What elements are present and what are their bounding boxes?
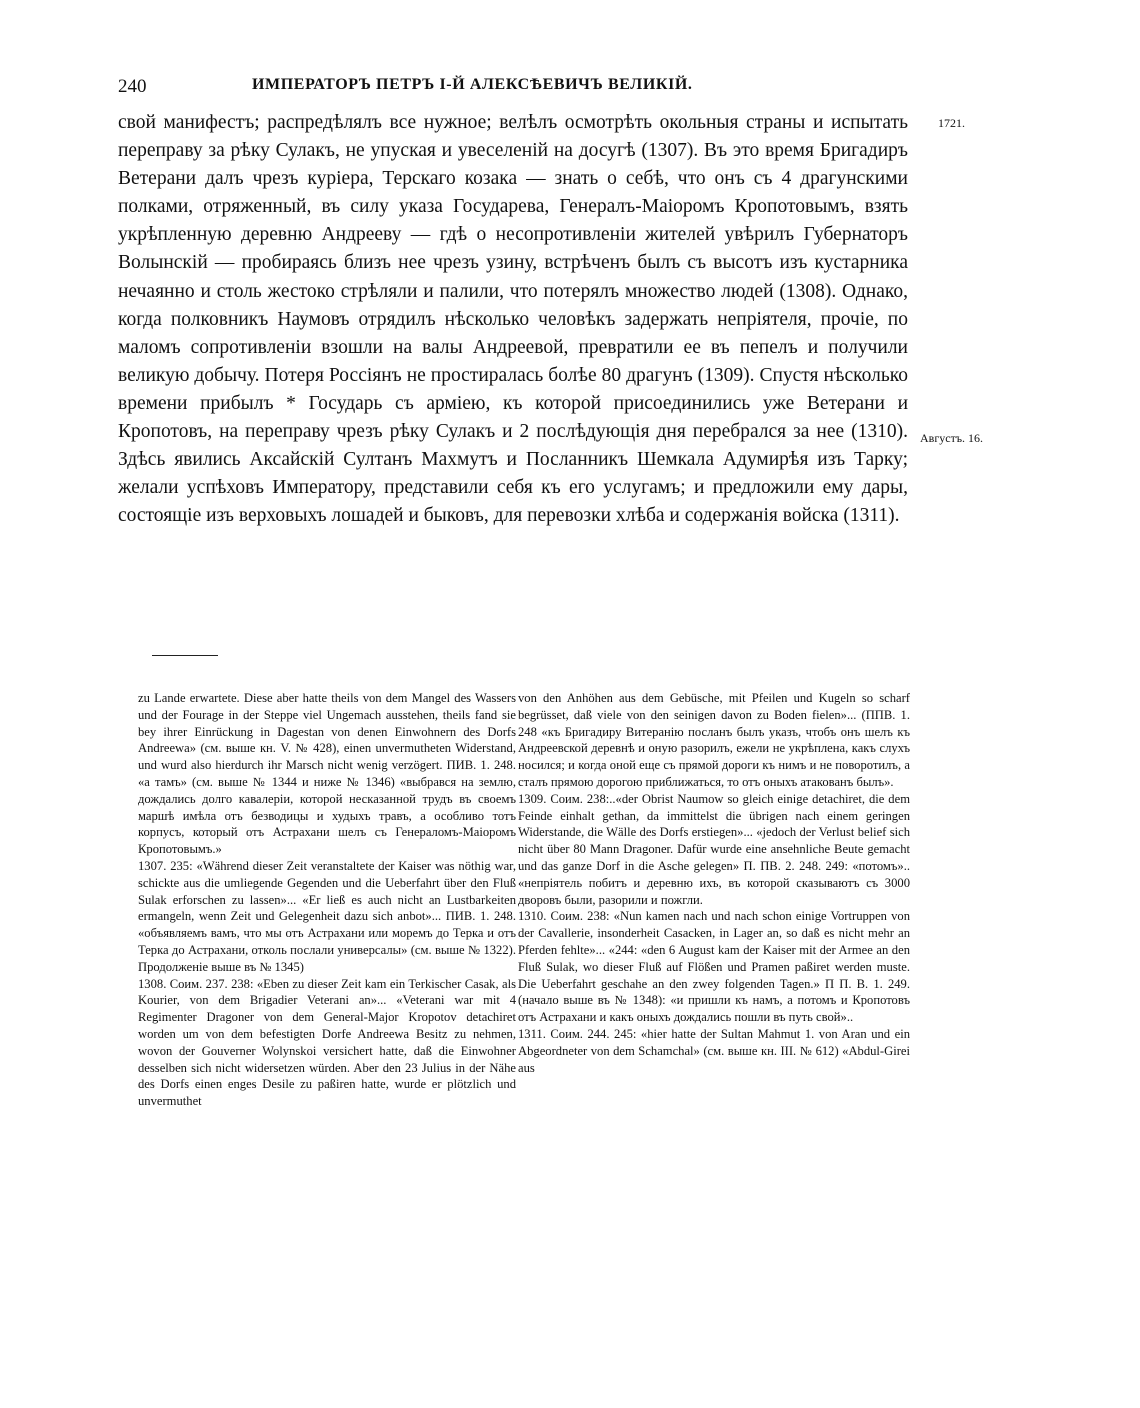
running-title: ИМПЕРАТОРЪ ПЕТРЪ І-Й АЛЕКСѢЕВИЧЪ ВЕЛИКІЙ. (252, 76, 693, 93)
page-number: 240 (118, 76, 147, 97)
footnote-1307: 1307. 235: «Während dieser Zeit veranstaltete der Kaiser was nöthig war, schickte aus die umliegende Gegenden und die Ueberfahrt über den Fluß Sulak erforschen zu lassen»... «Er ließ es auch nicht an Lustbarkeiten ermangeln, wenn Zeit und Gelegenheit dazu sich anbot»... ПИВ. 1. 248. «объявляемъ вамъ, что мы отъ Астрахани или моремъ до Терка и отъ Терка до Астрахани, отколь послали универсалы» (см. выше № 1322). Продолженіе выше въ № 1345) (138, 858, 516, 974)
footnote-1308: 1308. Соим. 237. 238: «Eben zu dieser Zeit kam ein Terkischer Casak, als Kourier, von dem Brigadier Veterani an»... «Veterani war mit 4 Regimenter Dragoner von dem General-Major Kropotov detachiret worden um von dem befestigten Dorfe Andreewa Besitz zu nehmen, wovon der Gouverner Wolynskoi versichert hatte, daß die Einwohner desselben sich nicht widersetzen würden. Aber den 23 Julius in der Nähe des Dorfs einen enges Desile zu paßiren hatte, wurde er plötzlich und unvermuthet (138, 976, 516, 1109)
footnote-1311: 1311. Соим. 244. 245: «hier hatte der Sultan Mahmut 1. von Aran und ein Abgeordneter von dem Schamchal» (см. выше кн. III. № 612) «Abdul-Girei aus (518, 1026, 910, 1075)
main-paragraph: свой манифестъ; распредѣлялъ все нужное; велѣлъ осмотрѣть окольныя страны и испытать переправу за рѣку Сулакъ, не упуская и увеселеній на досугѣ (1307). Въ это время Бригадиръ Ветерани далъ чрезъ куріера, Терскаго козака — знать о себѣ, что онъ съ 4 драгунскими полками, отряженный, въ силу указа Государева, Генералъ-Маіоромъ Кропотовымъ, взять укрѣпленную деревню Андрееву — гдѣ о несопротивленіи жителей увѣрилъ Губернаторъ Волынскій — пробираясь близъ нее чрезъ узину, встрѣченъ былъ съ высотъ изъ кустарника нечаянно и столь жестоко стрѣляли и палили, что потерялъ множество людей (1308). Однако, когда полковникъ Наумовъ отрядилъ нѣсколько человѣкъ задержать непріятеля, прочіе, по маломъ сопротивленіи взошли на валы Андреевой, превратили ее въ пепелъ и получили великую добычу. Потеря Россіянъ не простиралась болѣе 80 драгунъ (1309). Спустя нѣсколько времени прибылъ * Государь съ арміею, къ которой присоединились уже Ветерани и Кропотовъ, на переправу чрезъ рѣку Сулакъ и 2 послѣдующія дня перебрался за нее (1310). Здѣсь явились Аксайскій Султанъ Махмутъ и Посланникъ Шемкала Адумирѣя изъ Тарку; желали успѣховъ Императору, представили себя къ его услугамъ; и предложили ему дары, состоящіе изъ верховыхъ лошадей и быковъ, для перевозки хлѣба и содержанія войска (1311). (118, 112, 908, 527)
margin-note-year: 1721. (938, 116, 965, 130)
footnotes-left-column (138, 690, 516, 1110)
footnote-continuation: zu Lande erwartete. Diese aber hatte theils von dem Mangel des Wassers und der Fourage in der Steppe viel Ungemach ausstehen, theils fand sie bey ihrer Einrückung in Dagestan von denen Einwohnern des Dorfs Andreewa» (см. выше кн. V. № 428), einen unvermutheten Widerstand, und wurd also hierdurch ihr Marsch nicht wenig verzögert. ПИВ. 1. 248. «а тамъ» (см. выше № 1344 и ниже № 1346) «выбрався на землю, дождались долго кавалеріи, которой несказанной трудъ въ своемъ маршѣ имѣла отъ безводицы и худыхъ травъ, а особливо тотъ корпусъ, который отъ Астрахани шелъ съ Генераломъ-Маіоромъ Кропотовымъ.» (138, 691, 516, 857)
footnote-1310: 1310. Соим. 238: «Nun kamen nach und nach schon einige Vortruppen von der Cavallerie, insonderheit Casacken, in Lager an, so daß es nicht mehr an Pferden fehlte»... «244: «den 6 August kam der Kaiser mit der Armee an den Fluß Sulak, wo dieser Fluß auf Flößen und Pramen paßiret werden muste. Die Ueberfahrt geschahe an den zwey folgenden Tagen.» П П. В. 1. 249. (начало выше въ № 1348): «и пришли къ намъ, а потомъ и Кропотовъ отъ Астрахани и какъ оныхъ дождались пошли въ путь свой».. (518, 909, 910, 1025)
margin-note-date: Августъ. 16. (920, 431, 984, 445)
footnote-1309: 1309. Соим. 238:..«der Obrist Naumow so gleich einige detachiret, die dem Feinde einhalt gethan, da immittelst die übrigen nach einem geringen Widerstande, die Wälle des Dorfs erstiegen»... «jedoch der Verlust belief sich nicht über 80 Mann Dragoner. Dafür wurde eine ansehnliche Beute gemacht und das ganze Dorf in die Asche gelegen» П. ПВ. 2. 248. 249: «потомъ».. «непріятель побитъ и деревню ихъ, въ которой сказываютъ съ 3000 дворовъ были, разорили и пожгли. (518, 791, 910, 907)
footnotes-right-column (518, 690, 910, 1076)
footnote-1308-continuation: von den Anhöhen aus dem Gebüsche, mit Pfeilen und Kugeln so scharf begrüsset, daß viele von den seinigen davon zu Boden fielen»... (ППВ. 1. 248 «къ Бригадиру Витеранію посланъ былъ указъ, чтобъ онъ шелъ къ Андреевской деревнѣ и оную разорилъ, ежели не укрѣплена, какъ слухъ носился; и когда оной еще съ прямой дороги къ нимъ и не поворотилъ, а сталъ прямою дорогою приближаться, то отъ оныхъ атакованъ былъ». (518, 691, 910, 789)
footnote-separator (152, 655, 218, 656)
